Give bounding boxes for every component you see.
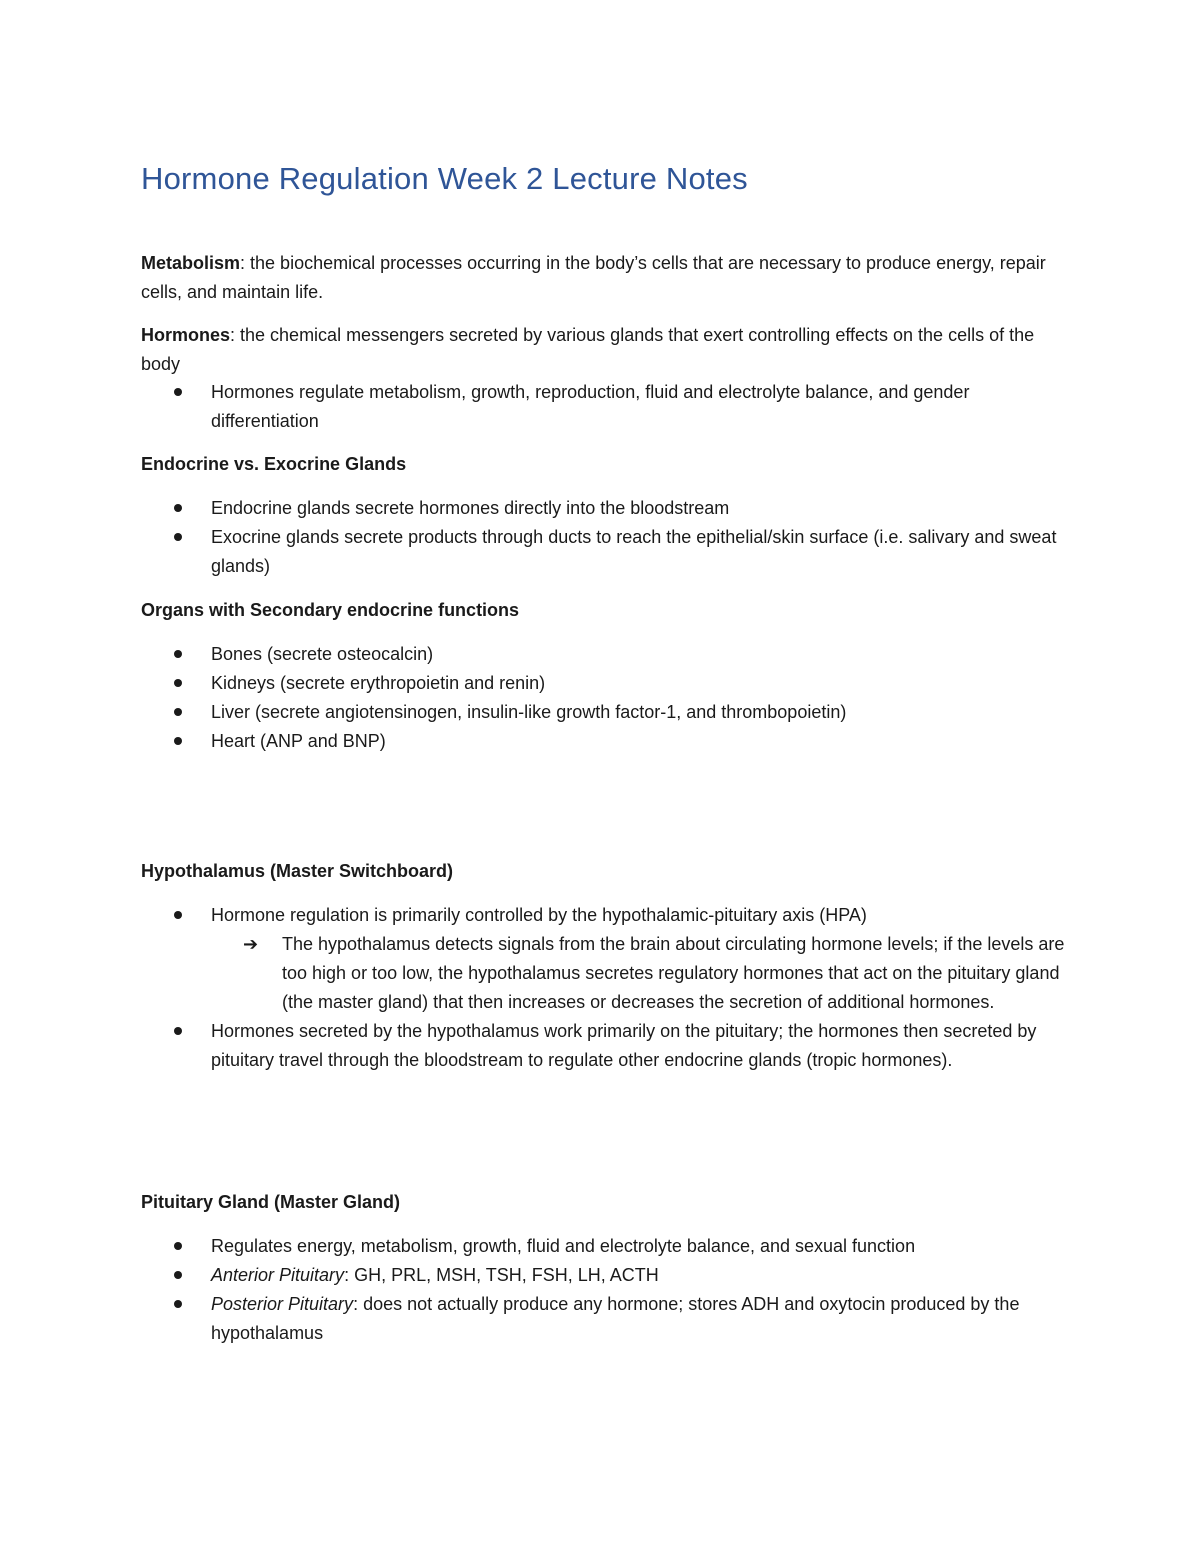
list-item: Regulates energy, metabolism, growth, fluid and electrolyte balance, and sexual function	[141, 1232, 1071, 1261]
list-item: Endocrine glands secrete hormones directly into the bloodstream	[141, 494, 1071, 523]
bullet-icon	[174, 388, 182, 396]
bullet-icon	[174, 708, 182, 716]
section-heading-hypothalamus: Hypothalamus (Master Switchboard)	[141, 861, 454, 881]
metabolism-term: Metabolism	[141, 253, 241, 273]
list-item: Bones (secrete osteocalcin)	[141, 640, 1071, 669]
bullet-icon	[174, 1027, 182, 1035]
section-heading-endocrine-exocrine: Endocrine vs. Exocrine Glands	[141, 454, 407, 474]
bullet-icon	[174, 1300, 182, 1308]
bullet-icon	[174, 1271, 182, 1279]
list-item: Liver (secrete angiotensinogen, insulin-like growth factor-1, and thrombopoietin)	[141, 698, 1071, 727]
section-heading-pituitary: Pituitary Gland (Master Gland)	[141, 1192, 401, 1212]
hormones-bullet-list	[141, 378, 1071, 436]
list-item: ➔ The hypothalamus detects signals from the brain about circulating hormone levels; if the levels are too high or too low, the hypothalamus secretes regulatory hormones that act on the pituitary gland (the master gland) that then increases or decreases the secretion of additional hormones.	[211, 930, 1071, 1017]
document-title: Hormone Regulation Week 2 Lecture Notes	[141, 161, 748, 196]
endocrine-exocrine-bullet-list	[141, 494, 1071, 581]
list-item: Hormone regulation is primarily controlled by the hypothalamic-pituitary axis (HPA) ➔ The hypothalamus detects signals from the brain about circulating hormone levels; if the levels are too high or too low, the hypothalamus secretes regulatory hormones that act on the pituitary gland (the master gland) that then increases or decreases the secretion of additional hormones.	[141, 901, 1071, 1017]
bullet-icon	[174, 650, 182, 658]
list-item: Exocrine glands secrete products through ducts to reach the epithelial/skin surface (i.e. salivary and sweat glands)	[141, 523, 1071, 581]
list-item: Hormones secreted by the hypothalamus work primarily on the pituitary; the hormones then secreted by pituitary travel through the bloodstream to regulate other endocrine glands (tropic hormones).	[141, 1017, 1071, 1075]
bullet-icon	[174, 911, 182, 919]
anterior-pituitary-label: Anterior Pituitary	[211, 1265, 345, 1285]
posterior-pituitary-label: Posterior Pituitary	[211, 1294, 354, 1314]
metabolism-definition	[141, 249, 1071, 307]
list-item: Anterior Pituitary: GH, PRL, MSH, TSH, FSH, LH, ACTH	[141, 1261, 1071, 1290]
metabolism-text: : the biochemical processes occurring in the body’s cells that are necessary to produce energy, repair cells, and maintain life.	[141, 253, 1046, 302]
hormones-definition	[141, 321, 1071, 379]
bullet-icon	[174, 504, 182, 512]
list-item: Kidneys (secrete erythropoietin and renin)	[141, 669, 1071, 698]
bullet-icon	[174, 1242, 182, 1250]
list-item: Hormones regulate metabolism, growth, reproduction, fluid and electrolyte balance, and gender differentiation	[141, 378, 1071, 436]
list-item: Heart (ANP and BNP)	[141, 727, 1071, 756]
hypothalamus-sub-list	[211, 930, 1071, 1017]
pituitary-bullet-list	[141, 1232, 1071, 1348]
list-item: Posterior Pituitary: does not actually produce any hormone; stores ADH and oxytocin produced by the hypothalamus	[141, 1290, 1071, 1348]
hormones-text: : the chemical messengers secreted by various glands that exert controlling effects on the cells of the body	[141, 325, 1035, 374]
section-heading-secondary-organs: Organs with Secondary endocrine functions	[141, 600, 520, 620]
hypothalamus-bullet-list	[141, 901, 1071, 1075]
bullet-icon	[174, 737, 182, 745]
bullet-icon	[174, 679, 182, 687]
secondary-organs-bullet-list	[141, 640, 1071, 756]
arrow-right-icon: ➔	[243, 934, 259, 954]
hormones-term: Hormones	[141, 325, 231, 345]
bullet-icon	[174, 533, 182, 541]
